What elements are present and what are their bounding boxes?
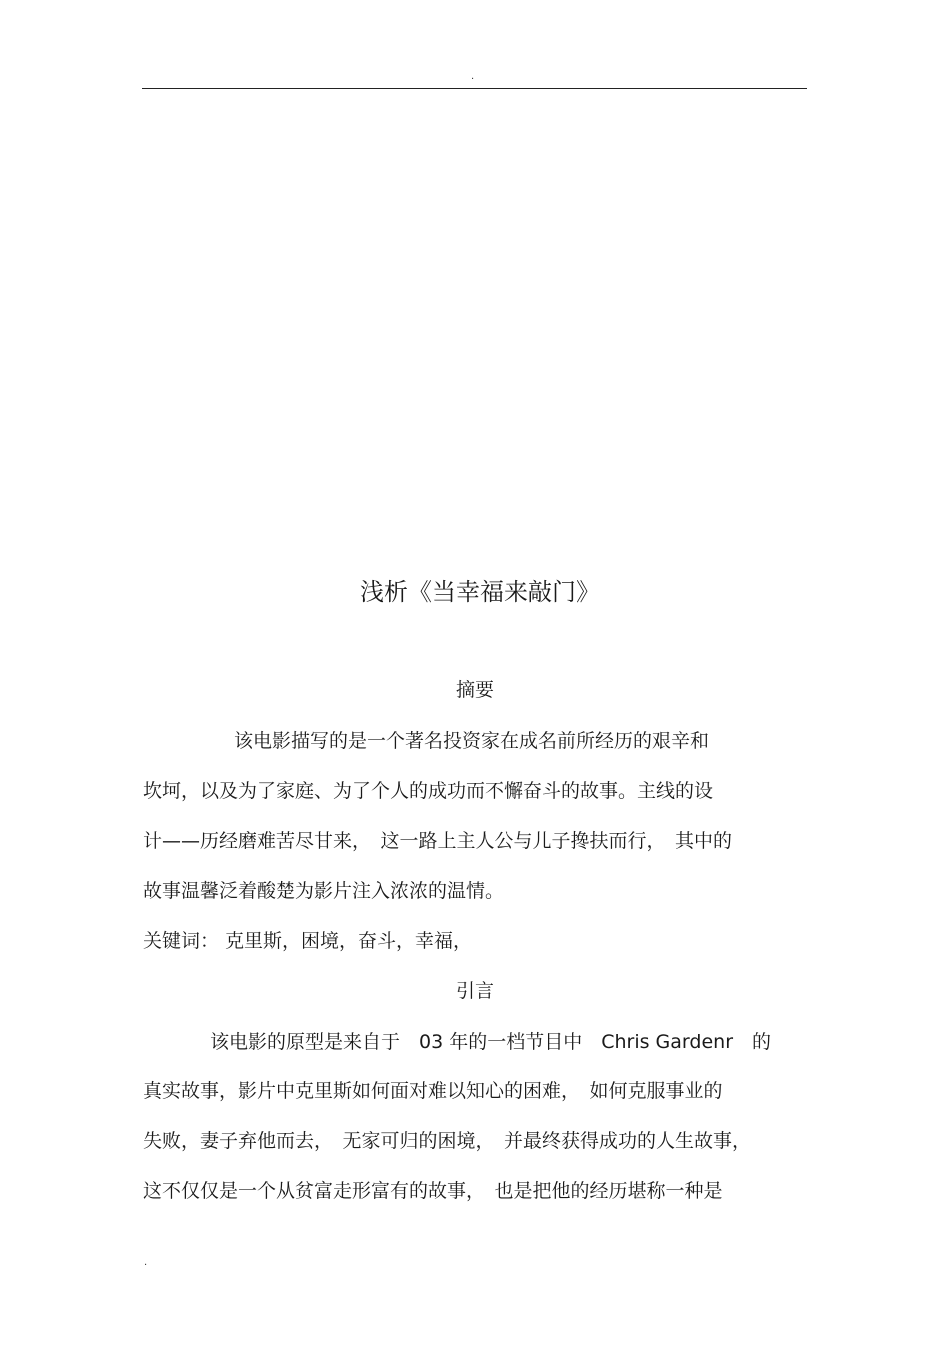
document-title: 浅析《当幸福来敲门》 [360, 578, 600, 606]
abstract-heading: 摘要 [455, 679, 494, 701]
abstract-line: 计——历经磨难苦尽甘来， 这一路上主人公与儿子搀扶而行， 其中的 [143, 830, 733, 852]
intro-line: 真实故事，影片中克里斯如何面对难以知心的困难， 如何克服事业的 [143, 1080, 723, 1102]
header-mark: . [471, 71, 475, 82]
intro-line: 这不仅仅是一个从贫富走形富有的故事， 也是把他的经历堪称一种是 [143, 1180, 723, 1202]
abstract-line: 该电影描写的是一个著名投资家在成名前所经历的艰辛和 [234, 730, 710, 752]
intro-heading: 引言 [455, 980, 494, 1002]
intro-line: 失败，妻子弃他而去， 无家可归的困境， 并最终获得成功的人生故事， [143, 1130, 752, 1152]
keywords-line: 关键词： 克里斯，困境，奋斗，幸福， [143, 930, 473, 952]
abstract-line: 坎坷，以及为了家庭、为了个人的成功而不懈奋斗的故事。主线的设 [143, 780, 714, 802]
intro-line: 该电影的原型是来自于 03 年的一档节目中 Chris Gardenr 的 [210, 1031, 772, 1053]
footer-mark: . [144, 1257, 148, 1268]
abstract-line: 故事温馨泛着酸楚为影片注入浓浓的温情。 [143, 880, 505, 902]
header-rule [142, 88, 807, 89]
